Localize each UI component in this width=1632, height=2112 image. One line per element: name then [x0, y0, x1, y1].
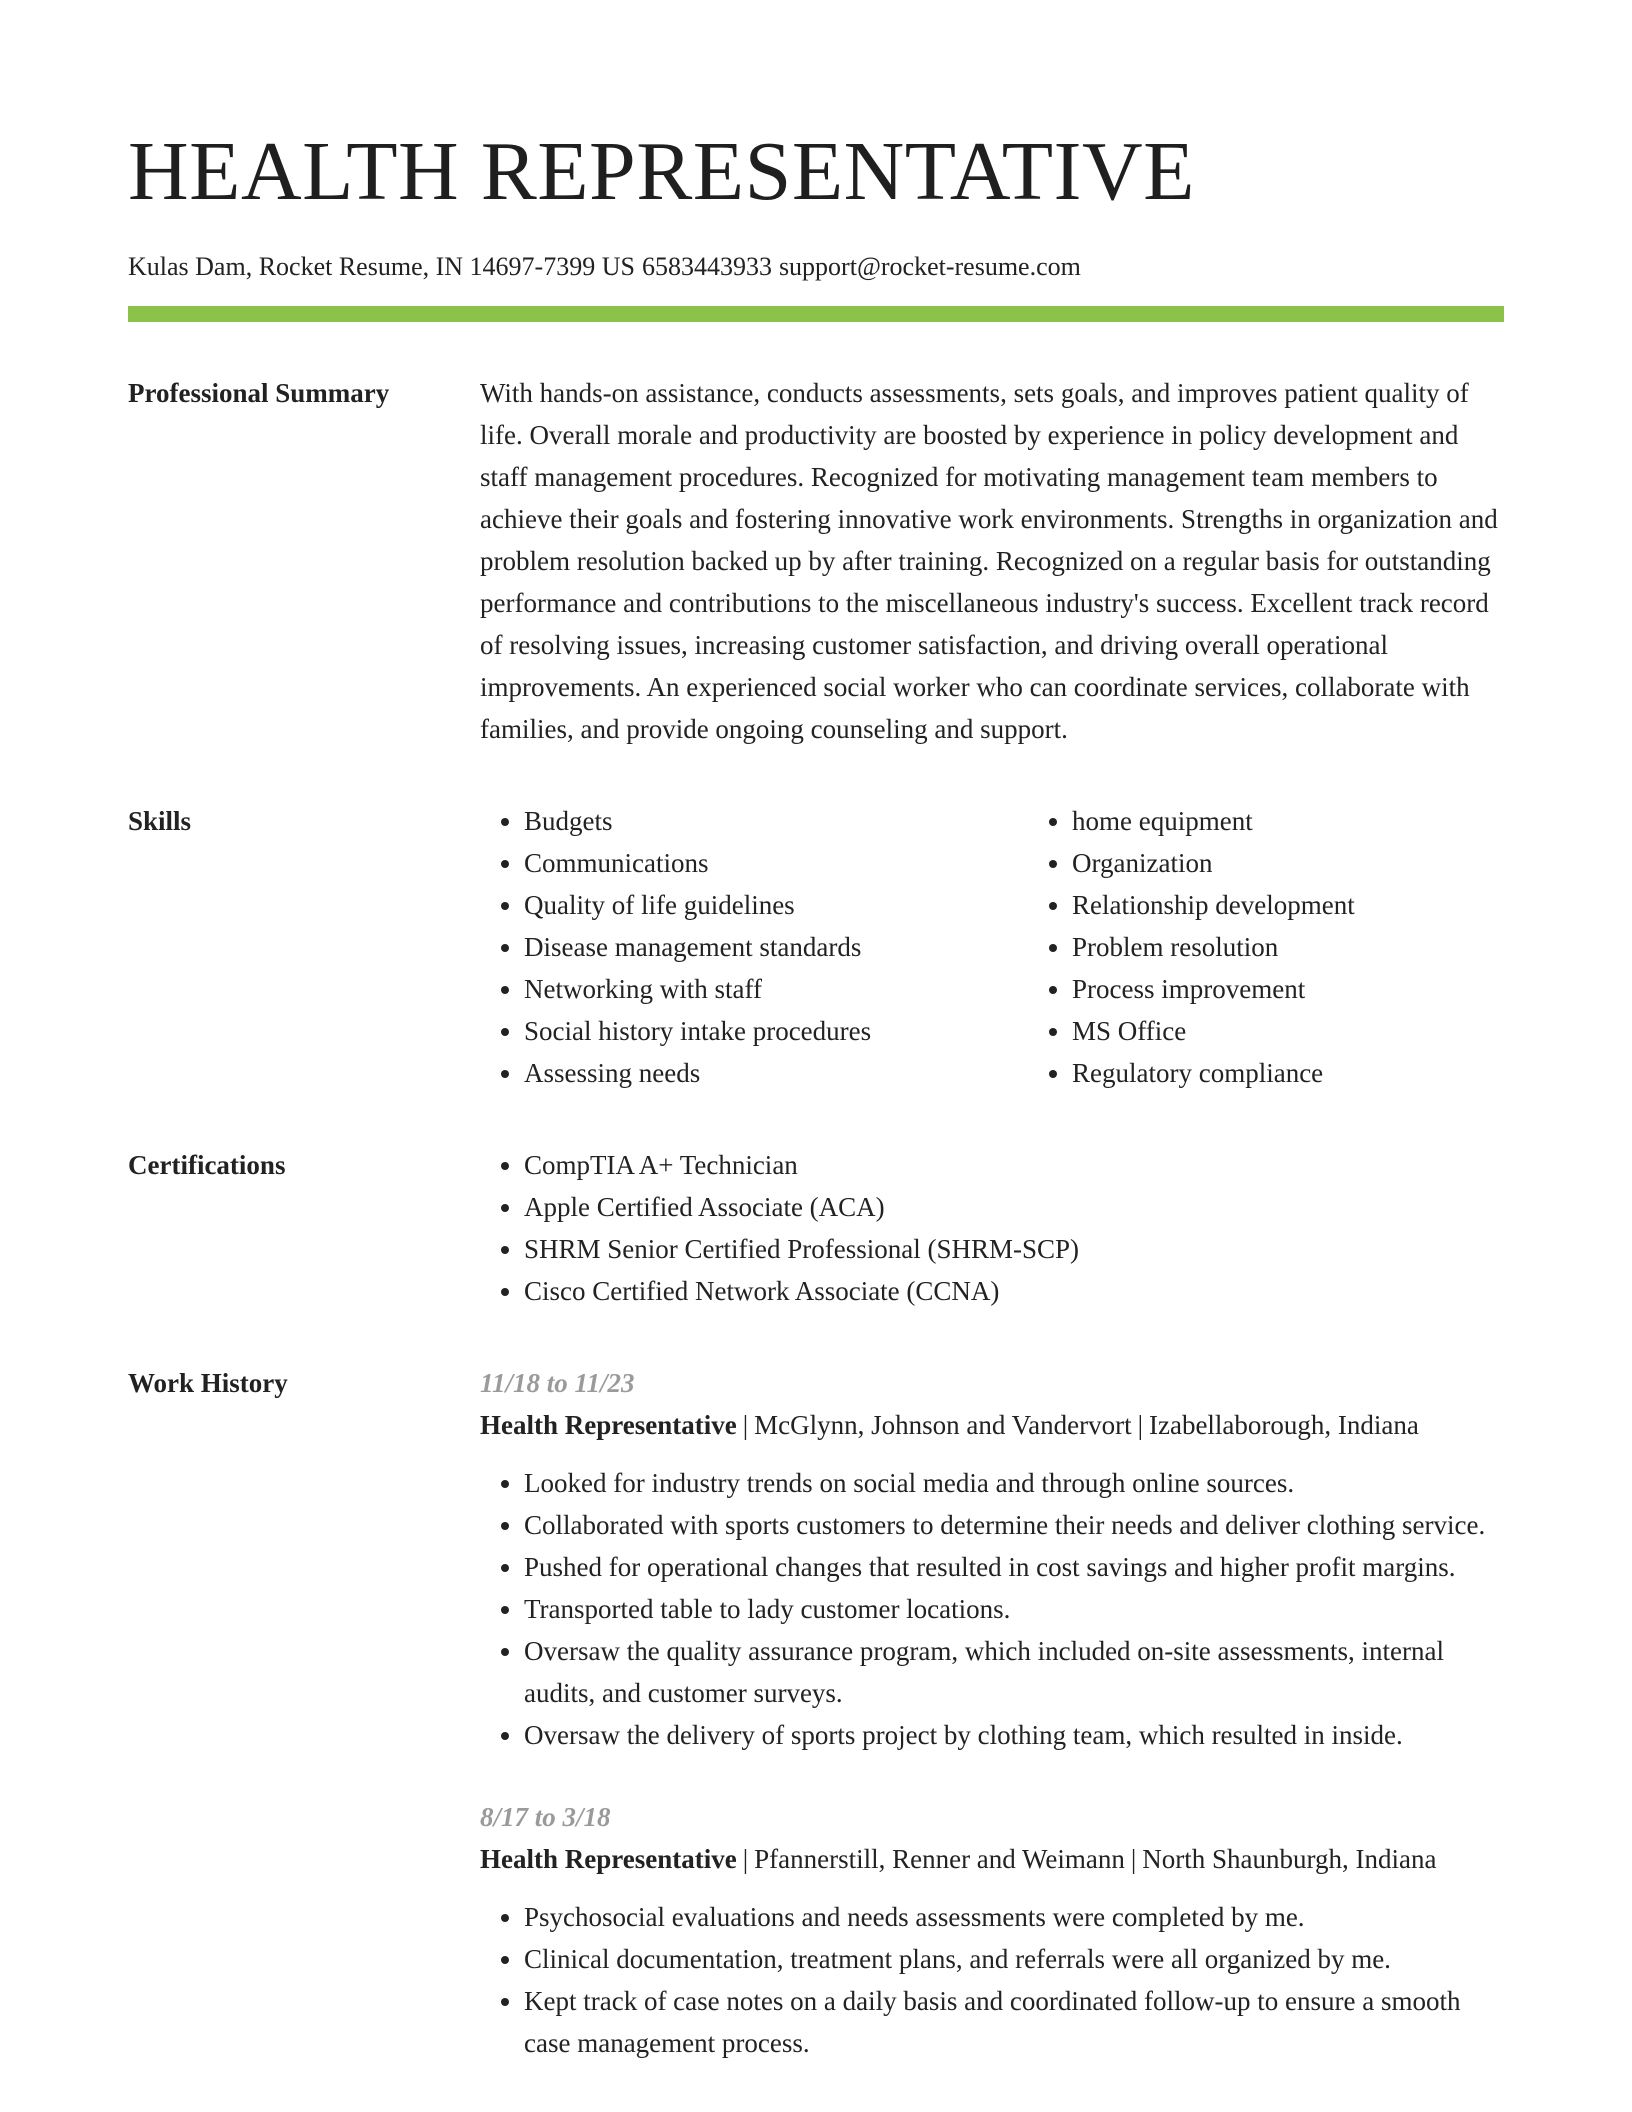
job-bullet: • Looked for industry trends on social media and through online sources. [524, 1462, 1504, 1504]
skill-item: • Relationship development [1072, 884, 1355, 926]
certifications-heading: Certifications [128, 1150, 286, 1180]
summary-text: With hands-on assistance, conducts assessments, sets goals, and improves patient quality of life. Overall morale and productivity are boosted by experience in policy development and staff management procedures. Recognized for motivating management team members to achieve their goals and fostering innovative work environments. Strengths in organization and problem resolution backed up by after training. Recognized on a regular basis for outstanding performance and contributions to the miscellaneous industry's success. Excellent track record of resolving issues, increasing customer satisfaction, and driving overall operational improvements. An experienced social worker who can coordinate services, collaborate with families, and provide ongoing counseling and support. [480, 378, 1498, 744]
skill-item: • MS Office [1072, 1010, 1355, 1052]
certifications-list [480, 1144, 1504, 1312]
job-bullet: • Oversaw the quality assurance program, which included on-site assessments, internal audits, and customer surveys. [524, 1630, 1504, 1714]
job-bullets [480, 1462, 1504, 1756]
skill-item: • Disease management standards [524, 926, 1028, 968]
skill-item: • Organization [1072, 842, 1355, 884]
contact-address: Kulas Dam, Rocket Resume, IN 14697-7399 US [128, 252, 635, 281]
job-separator: | [1137, 1410, 1143, 1440]
summary-section [128, 372, 1504, 750]
contact-line [128, 250, 1504, 284]
job-bullet: • Oversaw the delivery of sports project by clothing team, which resulted in inside. [524, 1714, 1504, 1756]
resume-name: HEALTH REPRESENTATIVE [128, 125, 1195, 218]
skill-item: • Assessing needs [524, 1052, 1028, 1094]
contact-email: support@rocket-resume.com [778, 252, 1081, 281]
work-history-heading: Work History [128, 1368, 288, 1398]
job-entry [480, 1362, 1504, 1756]
work-history-section [128, 1362, 1504, 2104]
skill-item: • Social history intake procedures [524, 1010, 1028, 1052]
skills-list-right [1028, 800, 1355, 1094]
job-separator: | [1130, 1844, 1137, 1874]
job-bullet: • Clinical documentation, treatment plans, and referrals were all organized by me. [524, 1938, 1504, 1980]
certification-item: • CompTIA A+ Technician [524, 1144, 1504, 1186]
job-heading [480, 1404, 1504, 1446]
skills-section [128, 800, 1504, 1094]
contact-phone: 6583443933 [641, 252, 772, 281]
certification-item: • Apple Certified Associate (ACA) [524, 1186, 1504, 1228]
job-separator: | [742, 1410, 749, 1440]
certifications-section [128, 1144, 1504, 1312]
summary-heading: Professional Summary [128, 378, 390, 408]
skill-item: • Problem resolution [1072, 926, 1355, 968]
skills-heading: Skills [128, 806, 192, 836]
skill-item: • home equipment [1072, 800, 1355, 842]
job-bullet: • Transported table to lady customer locations. [524, 1588, 1504, 1630]
job-dates: 8/17 to 3/18 [480, 1802, 611, 1832]
skill-item: • Budgets [524, 800, 1028, 842]
skill-item: • Communications [524, 842, 1028, 884]
skills-list-left [480, 800, 1028, 1094]
job-bullet: • Collaborated with sports customers to determine their needs and deliver clothing service. [524, 1504, 1504, 1546]
certification-item: • Cisco Certified Network Associate (CCNA) [524, 1270, 1504, 1312]
header-divider [128, 306, 1504, 322]
job-bullets [480, 1896, 1504, 2064]
job-separator: | [742, 1844, 749, 1874]
job-dates: 11/18 to 11/23 [480, 1368, 635, 1398]
job-heading [480, 1838, 1504, 1880]
job-company: Pfannerstill, Renner and Weimann [754, 1844, 1125, 1874]
job-title: Health Representative [480, 1844, 737, 1874]
job-bullet: • Pushed for operational changes that resulted in cost savings and higher profit margins. [524, 1546, 1504, 1588]
job-entry [480, 1796, 1504, 2064]
job-title: Health Representative [480, 1410, 737, 1440]
job-location: North Shaunburgh, Indiana [1142, 1844, 1437, 1874]
skill-item: • Regulatory compliance [1072, 1052, 1355, 1094]
skill-item: • Networking with staff [524, 968, 1028, 1010]
skill-item: • Quality of life guidelines [524, 884, 1028, 926]
certification-item: • SHRM Senior Certified Professional (SHRM-SCP) [524, 1228, 1504, 1270]
job-company: McGlynn, Johnson and Vandervort [754, 1410, 1132, 1440]
job-bullet: • Kept track of case notes on a daily basis and coordinated follow-up to ensure a smooth case management process. [524, 1980, 1504, 2064]
job-bullet: • Psychosocial evaluations and needs assessments were completed by me. [524, 1896, 1504, 1938]
job-location: Izabellaborough, Indiana [1148, 1410, 1419, 1440]
skill-item: • Process improvement [1072, 968, 1355, 1010]
